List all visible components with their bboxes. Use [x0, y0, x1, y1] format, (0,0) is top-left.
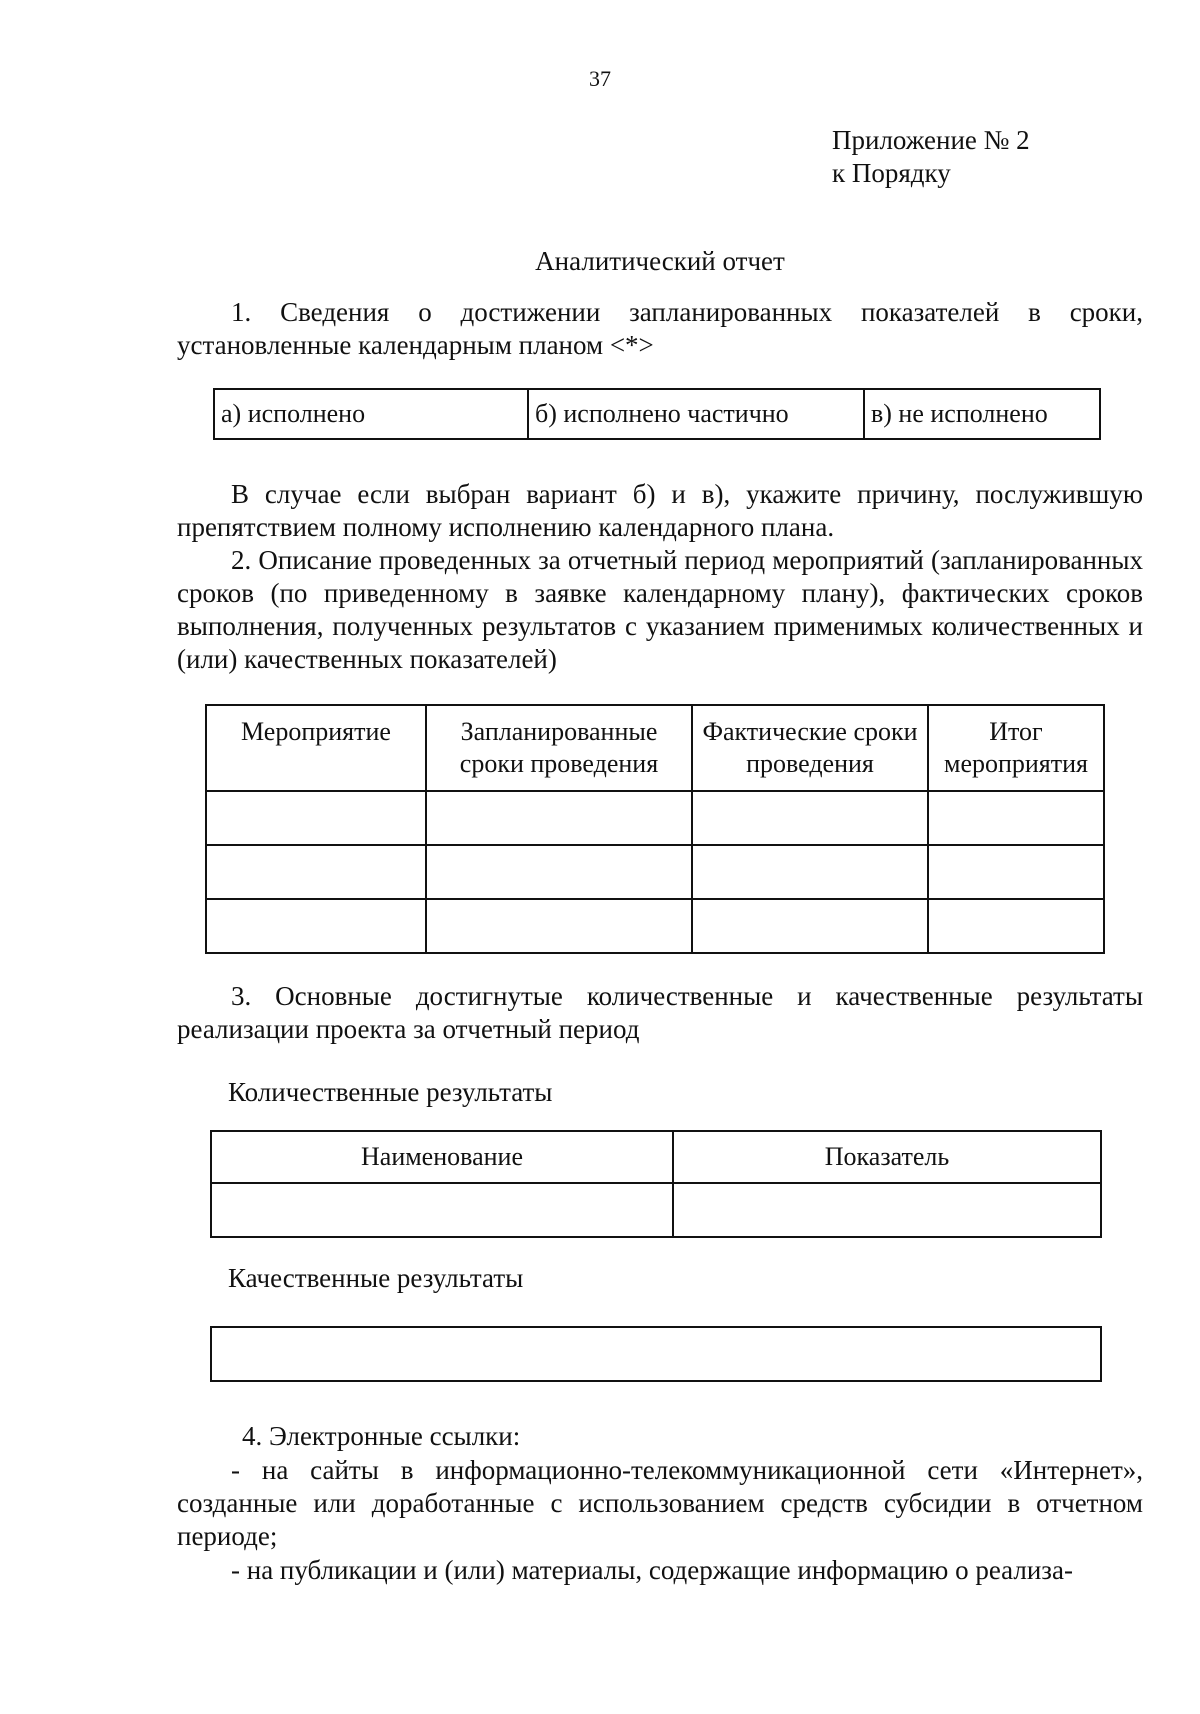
document-title: Аналитический отчет — [535, 246, 785, 276]
qualitative-heading: Качественные результаты — [228, 1263, 524, 1293]
link-item: - на сайты в информационно-телекоммуникационной сети «Интернет», созданные или доработанные с использованием средств субсидии в отчетном периоде; — [177, 1455, 1143, 1551]
option-cell[interactable] — [214, 389, 528, 439]
appendix-line: к Порядку — [832, 158, 951, 188]
link-item: - на публикации и (или) материалы, содержащие информацию о реализа- — [231, 1555, 1073, 1585]
table-cell[interactable] — [928, 845, 1104, 899]
table-cell[interactable] — [426, 791, 692, 845]
table-cell[interactable] — [692, 845, 928, 899]
table-row — [211, 1183, 1101, 1237]
quantitative-heading: Количественные результаты — [228, 1077, 553, 1107]
column-header: Мероприятие — [206, 705, 426, 791]
section-1-note: В случае если выбран вариант б) и в), укажите причину, послужившую препятствием полному исполнению календарного плана. — [177, 479, 1143, 542]
section-3-text: 3. Основные достигнутые количественные и качественные результаты реализации проекта за отчетный период — [177, 981, 1143, 1044]
quantitative-table — [210, 1130, 1102, 1238]
appendix-line: Приложение № 2 — [832, 125, 1030, 155]
table-cell[interactable] — [206, 845, 426, 899]
status-options-table — [213, 388, 1101, 440]
page-number: 37 — [589, 66, 611, 91]
table-cell[interactable] — [928, 899, 1104, 953]
option-label: б) исполнено частично — [535, 399, 789, 428]
table-cell[interactable] — [211, 1183, 673, 1237]
option-label: а) исполнено — [221, 399, 366, 428]
option-cell[interactable] — [864, 389, 1100, 439]
table-cell[interactable] — [928, 791, 1104, 845]
column-header: Запланированные сроки проведения — [426, 705, 692, 791]
table-cell[interactable] — [426, 899, 692, 953]
section-2-text: 2. Описание проведенных за отчетный период мероприятий (запланированных сроков (по приведенному в заявке календарному плану), фактических сроков выполнения, полученных результатов с указанием применимых количественных и (или) качественных показателей) — [177, 545, 1143, 674]
appendix-header — [832, 124, 1030, 190]
qualitative-results-box[interactable] — [210, 1326, 1102, 1382]
section-4-heading: 4. Электронные ссылки: — [242, 1421, 521, 1451]
section-1-text: 1. Сведения о достижении запланированных показателей в сроки, установленные календарным планом <*> — [177, 297, 1143, 360]
column-header: Фактические сроки проведения — [692, 705, 928, 791]
events-table — [205, 704, 1105, 954]
table-cell[interactable] — [206, 899, 426, 953]
column-header: Наименование — [211, 1131, 673, 1183]
column-header: Итог мероприятия — [928, 705, 1104, 791]
table-cell[interactable] — [206, 791, 426, 845]
table-cell[interactable] — [692, 899, 928, 953]
option-cell[interactable] — [528, 389, 864, 439]
table-row — [206, 899, 1104, 953]
table-row — [206, 845, 1104, 899]
table-row — [206, 791, 1104, 845]
table-cell[interactable] — [673, 1183, 1101, 1237]
column-header: Показатель — [673, 1131, 1101, 1183]
table-cell[interactable] — [426, 845, 692, 899]
option-label: в) не исполнено — [871, 399, 1048, 428]
table-cell[interactable] — [692, 791, 928, 845]
